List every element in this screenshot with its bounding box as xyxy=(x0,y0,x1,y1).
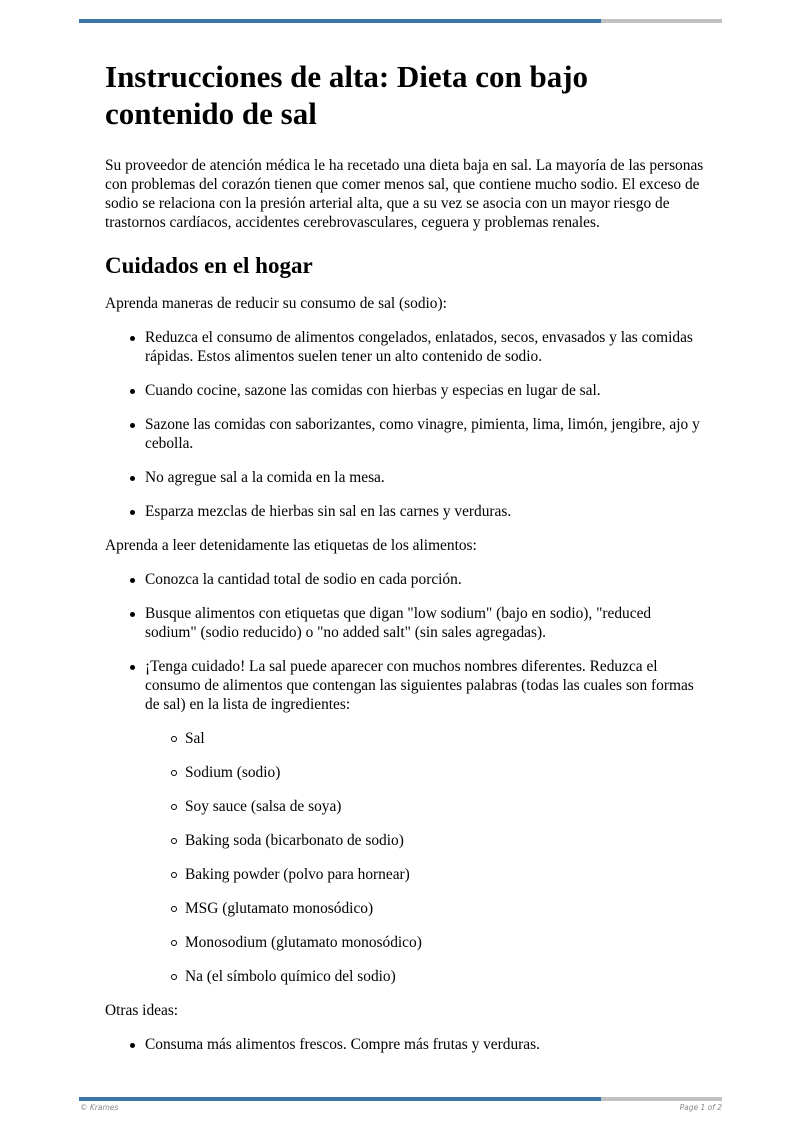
sublist-item: Sal xyxy=(145,729,705,748)
footer-page-number: Page 1 of 2 xyxy=(679,1103,722,1112)
list-item: Sazone las comidas con saborizantes, como vinagre, pimienta, lima, limón, jengibre, ajo y cebolla. xyxy=(105,415,705,453)
list-item-text: ¡Tenga cuidado! La sal puede aparecer con muchos nombres diferentes. Reduzca el consumo de alimentos que contengan las siguientes palabras (todas las cuales son formas de sal) en la lista de ingredientes: xyxy=(145,658,694,713)
sublist-item: Na (el símbolo químico del sodio) xyxy=(145,967,705,986)
sublist-item: Baking powder (polvo para hornear) xyxy=(145,865,705,884)
footer-bar-accent xyxy=(79,1097,601,1101)
list-item: Cuando cocine, sazone las comidas con hierbas y especias en lugar de sal. xyxy=(105,381,705,400)
intro-paragraph: Su proveedor de atención médica le ha recetado una dieta baja en sal. La mayoría de las personas con problemas del corazón tienen que comer menos sal, que contiene mucho sodio. El exceso de sodio se relaciona con la presión arterial alta, que a su vez se asocia con un mayor riesgo de trastornos cardíacos, accidentes cerebrovasculares, ceguera y problemas renales. xyxy=(105,157,704,231)
list-item: Esparza mezclas de hierbas sin sal en las carnes y verduras. xyxy=(105,502,705,521)
block1-lead: Aprenda maneras de reducir su consumo de sal (sodio): xyxy=(105,295,447,312)
block2-lead: Aprenda a leer detenidamente las etiquetas de los alimentos: xyxy=(105,537,477,554)
document-title: Instrucciones de alta: Dieta con bajo contenido de sal xyxy=(105,59,589,131)
block3-lead: Otras ideas: xyxy=(105,1002,179,1019)
section-heading: Cuidados en el hogar xyxy=(105,253,313,278)
sublist-item: Sodium (sodio) xyxy=(145,763,705,782)
sublist-item: Baking soda (bicarbonato de sodio) xyxy=(145,831,705,850)
sublist-item: MSG (glutamato monosódico) xyxy=(145,899,705,918)
block3-list xyxy=(105,1035,705,1054)
footer-bar-track xyxy=(601,1097,722,1101)
header-progress-bar xyxy=(79,19,722,23)
salt-names-sublist xyxy=(145,729,705,986)
footer-copyright: © Krames xyxy=(80,1103,119,1112)
sublist-item: Monosodium (glutamato monosódico) xyxy=(145,933,705,952)
list-item: Reduzca el consumo de alimentos congelados, enlatados, secos, envasados y las comidas rápidas. Estos alimentos suelen tener un alto contenido de sodio. xyxy=(105,328,705,366)
block2-list xyxy=(105,570,705,986)
list-item: No agregue sal a la comida en la mesa. xyxy=(105,468,705,487)
document-body xyxy=(105,58,705,1069)
list-item: Consuma más alimentos frescos. Compre más frutas y verduras. xyxy=(105,1035,705,1054)
list-item-with-sublist xyxy=(105,657,705,986)
header-bar-track xyxy=(601,19,722,23)
footer-progress-bar xyxy=(79,1097,722,1101)
list-item: Conozca la cantidad total de sodio en cada porción. xyxy=(105,570,705,589)
block1-list xyxy=(105,328,705,521)
list-item: Busque alimentos con etiquetas que digan "low sodium" (bajo en sodio), "reduced sodium" (sodio reducido) o "no added salt" (sin sales agregadas). xyxy=(105,604,705,642)
header-bar-accent xyxy=(79,19,601,23)
sublist-item: Soy sauce (salsa de soya) xyxy=(145,797,705,816)
